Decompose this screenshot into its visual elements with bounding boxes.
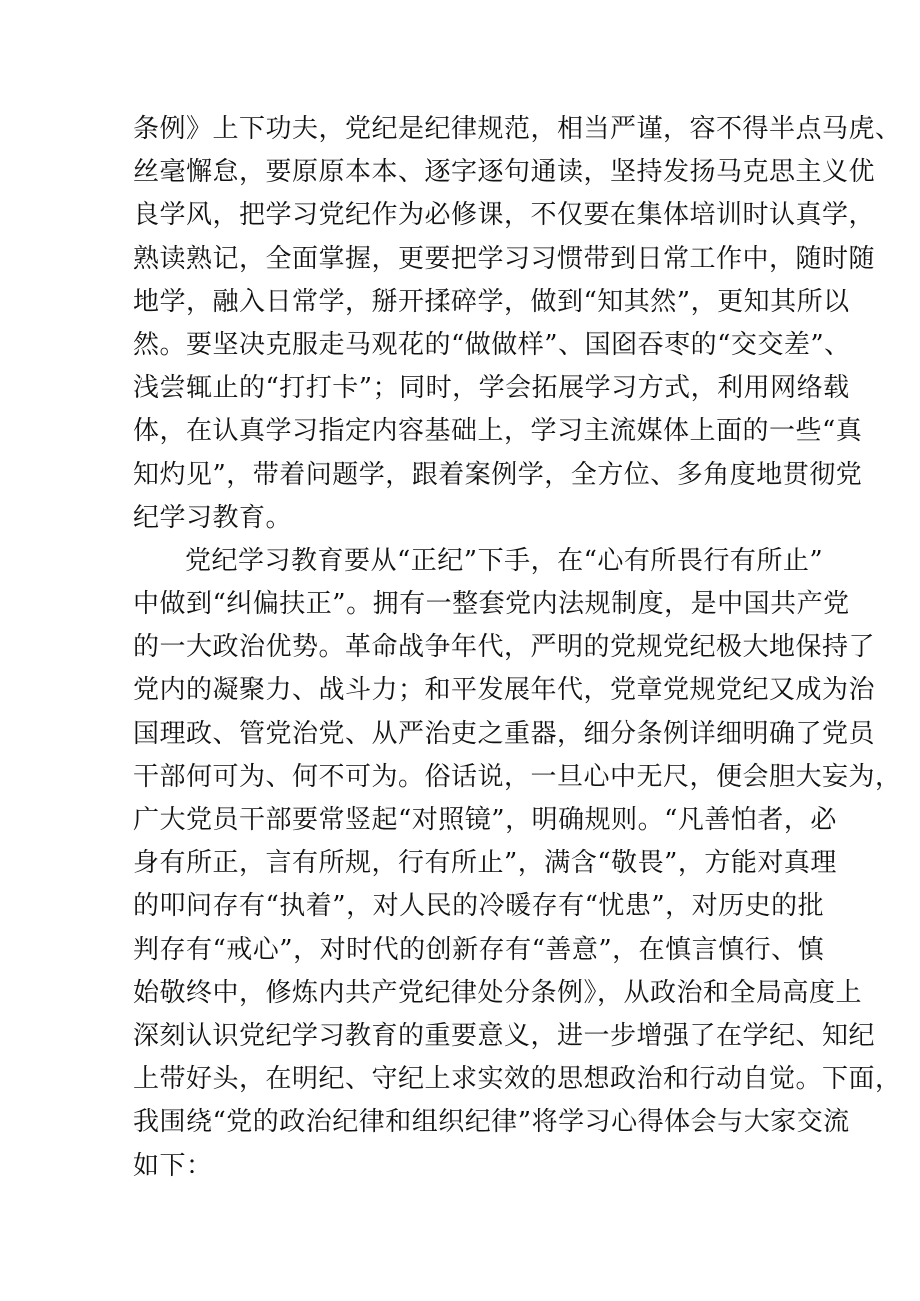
text-line: 丝毫懈怠，要原原本本、逐字逐句通读，坚持发扬马克思主义优: [133, 157, 876, 188]
text-line: 上带好头，在明纪、守纪上求实效的思想政治和行动自觉。下面，: [133, 1064, 902, 1095]
text-line: 始敬终中，修炼内共产党纪律处分条例》，从政治和全局高度上: [133, 977, 863, 1008]
text-line: 的一大政治优势。革命战争年代，严明的党规党纪极大地保持了: [133, 632, 876, 663]
text-line: 条例》上下功夫，党纪是纪律规范，相当严谨，容不得半点马虎、: [133, 114, 902, 144]
text-line: 广大党员干部要常竖起“对照镜”，明确规则。“凡善怕者，必: [133, 805, 837, 835]
text-line: 深刻认识党纪学习教育的重要意义，进一步增强了在学纪、知纪: [133, 1020, 876, 1051]
text-line: 良学风，把学习党纪作为必修课，不仅要在集体培训时认真学，: [133, 200, 876, 231]
text-line: 浅尝辄止的“打打卡”；同时，学会拓展学习方式，利用网络载: [133, 373, 850, 404]
text-line: 中做到“纠偏扶正”。拥有一整套党内法规制度，是中国共产党: [133, 589, 850, 620]
document-body: [133, 108, 902, 1188]
text-line: 的叩问存有“执着”，对人民的冷暖存有“忧患”，对历史的批: [133, 891, 825, 922]
text-line: 我围绕“党的政治纪律和组织纪律”将学习心得体会与大家交流: [133, 1107, 850, 1138]
text-line: 如下：: [133, 1150, 213, 1181]
text-line: 纪学习教育。: [133, 502, 293, 533]
text-line: 国理政、管党治党、从严治吏之重器，细分条例详细明确了党员: [133, 718, 876, 749]
text-line: 体，在认真学习指定内容基础上，学习主流媒体上面的一些“真: [133, 416, 863, 447]
text-line-indented: 党纪学习教育要从“正纪”下手，在“心有所畏行有所止”: [185, 545, 824, 576]
text-line: 地学，融入日常学，掰开揉碎学，做到“知其然”，更知其所以: [133, 286, 850, 317]
text-line: 身有所正，言有所规，行有所止”，满含“敬畏”，方能对真理: [133, 848, 837, 879]
paragraph-2: [133, 540, 902, 1188]
text-line: 熟读熟记，全面掌握，更要把学习习惯带到日常工作中，随时随: [133, 243, 876, 274]
text-line: 判存有“戒心”，对时代的创新存有“善意”，在慎言慎行、慎: [133, 934, 825, 965]
text-line: 干部何可为、何不可为。俗话说，一旦心中无尺，便会胆大妄为，: [133, 761, 902, 792]
text-line: 知灼见”，带着问题学，跟着案例学，全方位、多角度地贯彻党: [133, 459, 863, 490]
text-line: 然。要坚决克服走马观花的“做做样”、国囵吞枣的“交交差”、: [133, 329, 851, 360]
text-line: 党内的凝聚力、战斗力；和平发展年代，党章党规党纪又成为治: [133, 675, 876, 706]
paragraph-1: [133, 108, 902, 540]
